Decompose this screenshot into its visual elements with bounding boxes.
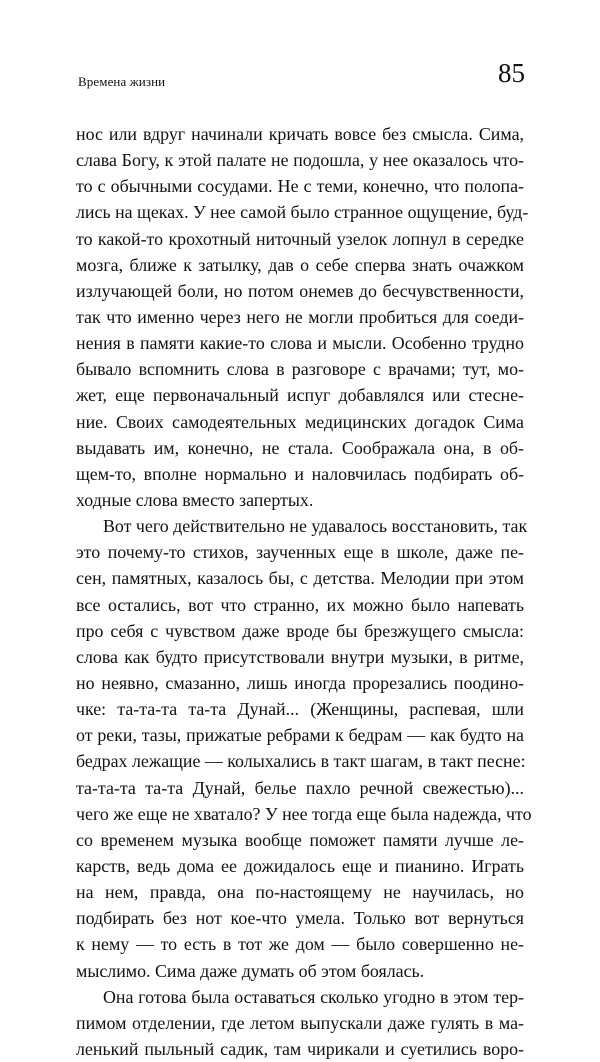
text-line: излучающей боли, но потом онемев до бесчувственности, [76,280,524,301]
text-line: от реки, тазы, прижатые ребрами к бедрам — как будто на [76,725,524,746]
text-line: мыслимо. Сима даже думать об этом боялась. [76,960,425,981]
text-line: щем-то, вполне нормально и наловчилась подбирать об- [76,463,524,484]
text-line: карств, ведь дома ее дожидалось еще и пианино. Играть [76,855,524,876]
text-line: нос или вдруг начинали кричать вовсе без смысла. Сима, [76,124,524,144]
text-line: то какой-то крохотный ниточный узелок лопнул в середке [76,228,524,249]
text-line: все остались, вот что странно, их можно было напевать [76,594,524,615]
text-line: то с обычными сосудами. Не с теми, конечно, что полопа- [76,176,524,197]
text-line: бывало вспомнить слова в разговоре с врачами; тут, мо- [76,359,524,380]
running-title: Времена жизни [78,74,166,89]
text-line: нения в памяти какие-то слова и мысли. Особенно трудно [76,333,524,354]
text-line: Вот чего действительно не удавалось восстановить, так [103,516,528,537]
text-line: слова как будто присутствовали внутри музыки, в ритме, [76,646,524,667]
text-line: слава Богу, к этой палате не подошла, у нее оказалось что- [76,150,524,171]
text-line: со временем музыка вообще поможет памяти лучше ле- [76,829,524,850]
text-line: мозга, ближе к затылку, дав о себе сперва знать очажком [76,254,524,275]
text-line: выдавать им, конечно, не стала. Соображала она, в об- [76,437,524,458]
text-line: про себя с чувством даже вроде бы брезжущего смысла: [76,620,524,641]
text-line: к нему — то есть в тот же дом — было совершенно не- [76,934,524,955]
text-line: ходные слова вместо запертых. [76,489,314,510]
text-line: но неявно, смазанно, лишь иногда прорезались поодино- [76,672,524,693]
page-number: 85 [498,58,525,88]
text-line: это почему-то стихов, заученных еще в школе, даже пе- [76,542,524,563]
text-line: бедрах лежащие — колыхались в такт шагам, в такт песне: [76,751,526,772]
text-line: на нем, правда, она по-настоящему не научилась, но [76,882,524,903]
text-line: жет, еще первоначальный испуг добавлялся или стесне- [76,385,524,406]
text-line: ленький пыльный садик, там чирикали и суетились воро- [76,1038,524,1059]
text-line: сен, памятных, казалось бы, с детства. Мелодии при этом [76,568,524,589]
text-line: Она готова была оставаться сколько угодно в этом тер- [103,986,524,1007]
text-line: чего же еще не хватало? У нее тогда еще была надежда, что [76,803,532,824]
text-line: лись на щеках. У нее самой было странное ощущение, буд- [76,202,529,223]
text-line: чке: та-та-та та-та Дунай... (Женщины, распевая, шли [76,699,524,720]
text-line: подбирать без нот кое-что умела. Только вот вернуться [76,908,524,929]
text-line: ние. Своих самодеятельных медицинских догадок Сима [76,411,524,432]
text-line: пимом отделении, где летом выпускали даже гулять в ма- [76,1012,524,1033]
text-line: так что именно через него не могли пробиться для соеди- [76,306,524,327]
body-text [76,121,532,1062]
text-line: та-та-та та-та Дунай, белье пахло речной свежестью)... [76,777,524,798]
